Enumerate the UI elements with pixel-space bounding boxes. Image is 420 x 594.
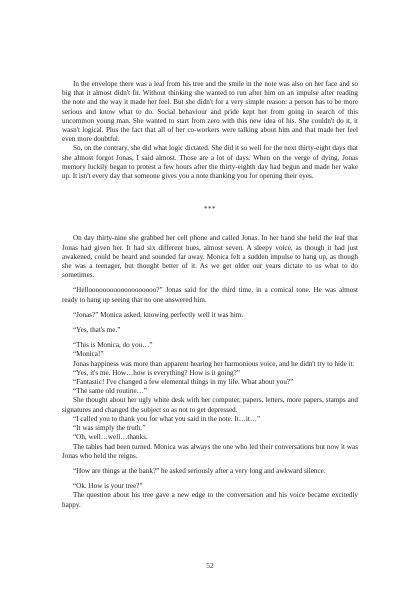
paragraph: “How are things at the bank?” he asked seriously after a very long and awkward silence. [73,466,326,475]
paragraph: “Ok. How is your tree?” [73,482,143,491]
dialogue-section [62,234,358,509]
paragraph: “Oh, well…well…thanks. [73,433,148,442]
paragraph: The question about his tree gave a new edge to the conversation and his voice became excitedly happy. [62,491,358,509]
paragraph: “I called you to thank you for what you said in the note. It…it…” [73,414,261,423]
page-number: 52 [206,561,214,570]
paragraph: “Hellooooooooooooooooooo?” Jonas said for the third time, in a comical tone. He was almost ready to hang up seeing that no one answered him. [62,286,358,304]
paragraph: “It was simply the truth.” [73,424,146,433]
paragraph: “Yes, it's me. How…how is everything? How is it going?” [73,368,240,377]
paragraph: “This is Monica, do you…” [73,341,153,350]
paragraph: “Jonas?” Monica asked, knowing perfectly well it was him. [73,310,244,319]
paragraph: “Fantastic! I've changed a few elemental things in my life. What about you?” [73,378,294,387]
paragraph: So, on the contrary, she did what logic dictated. She did it so well for the next thirty-eight days that she almost forgot Jonas, I said almost. Those are a lot of days. When on the verge of dying, Jonas memory luckily began to protest a few hours after the thirty-eighth day had begun and made her wake up. It isn't every day that someone gives you a note thanking you for opening their eyes. [62,144,358,181]
paragraph: She thought about her ugly white desk with her computer, papers, letters, more papers, stamps and signatures and changed the subject so as not to get depressed. [62,396,358,414]
paragraph: “Monica!” [73,350,104,359]
paragraph: In the envelope there was a leaf from his tree and the smile in the note was also on her face and so big that it almost didn't fit. Without thinking she wanted to run after him on an impulse after reading the note and the way it made her feel. But she didn't for a very simple reason: a person has to be more serious and know what to do. Social behaviour and pride kept her from going in search of this uncommon young man. She wanted to start from zero with this new idea of his. She couldn't do it, it wasn't logical. Plus the fact that all of her co-workers were talking about him and that made her feel even more doubtful. [62,80,358,144]
paragraph: “Yes, that's me.” [73,326,121,335]
paragraph: “The same old routine…” [73,387,147,396]
paragraph: The tables had been turned. Monica was always the one who led their conversations but now it was Jonas who held the reigns. [62,442,358,460]
body-text [62,80,358,510]
section-separator: *** [204,205,216,214]
paragraph: Jonas happiness was more than apparent hearing her harmonious voice, and he didn't try to hide it. [73,359,355,368]
paragraph: On day thirty-nine she grabbed her cell phone and called Jonas. In her hand she held the leaf that Jonas had given her. It had six different hues, almost seven. A sleepy voice, as though it had just awakened, could be heard and sounded far away. Monica felt a sudden impulse to hang up, as though she was a teenager, but thought better of it. As we get older our years dictate to us what to do sometimes. [62,234,358,280]
